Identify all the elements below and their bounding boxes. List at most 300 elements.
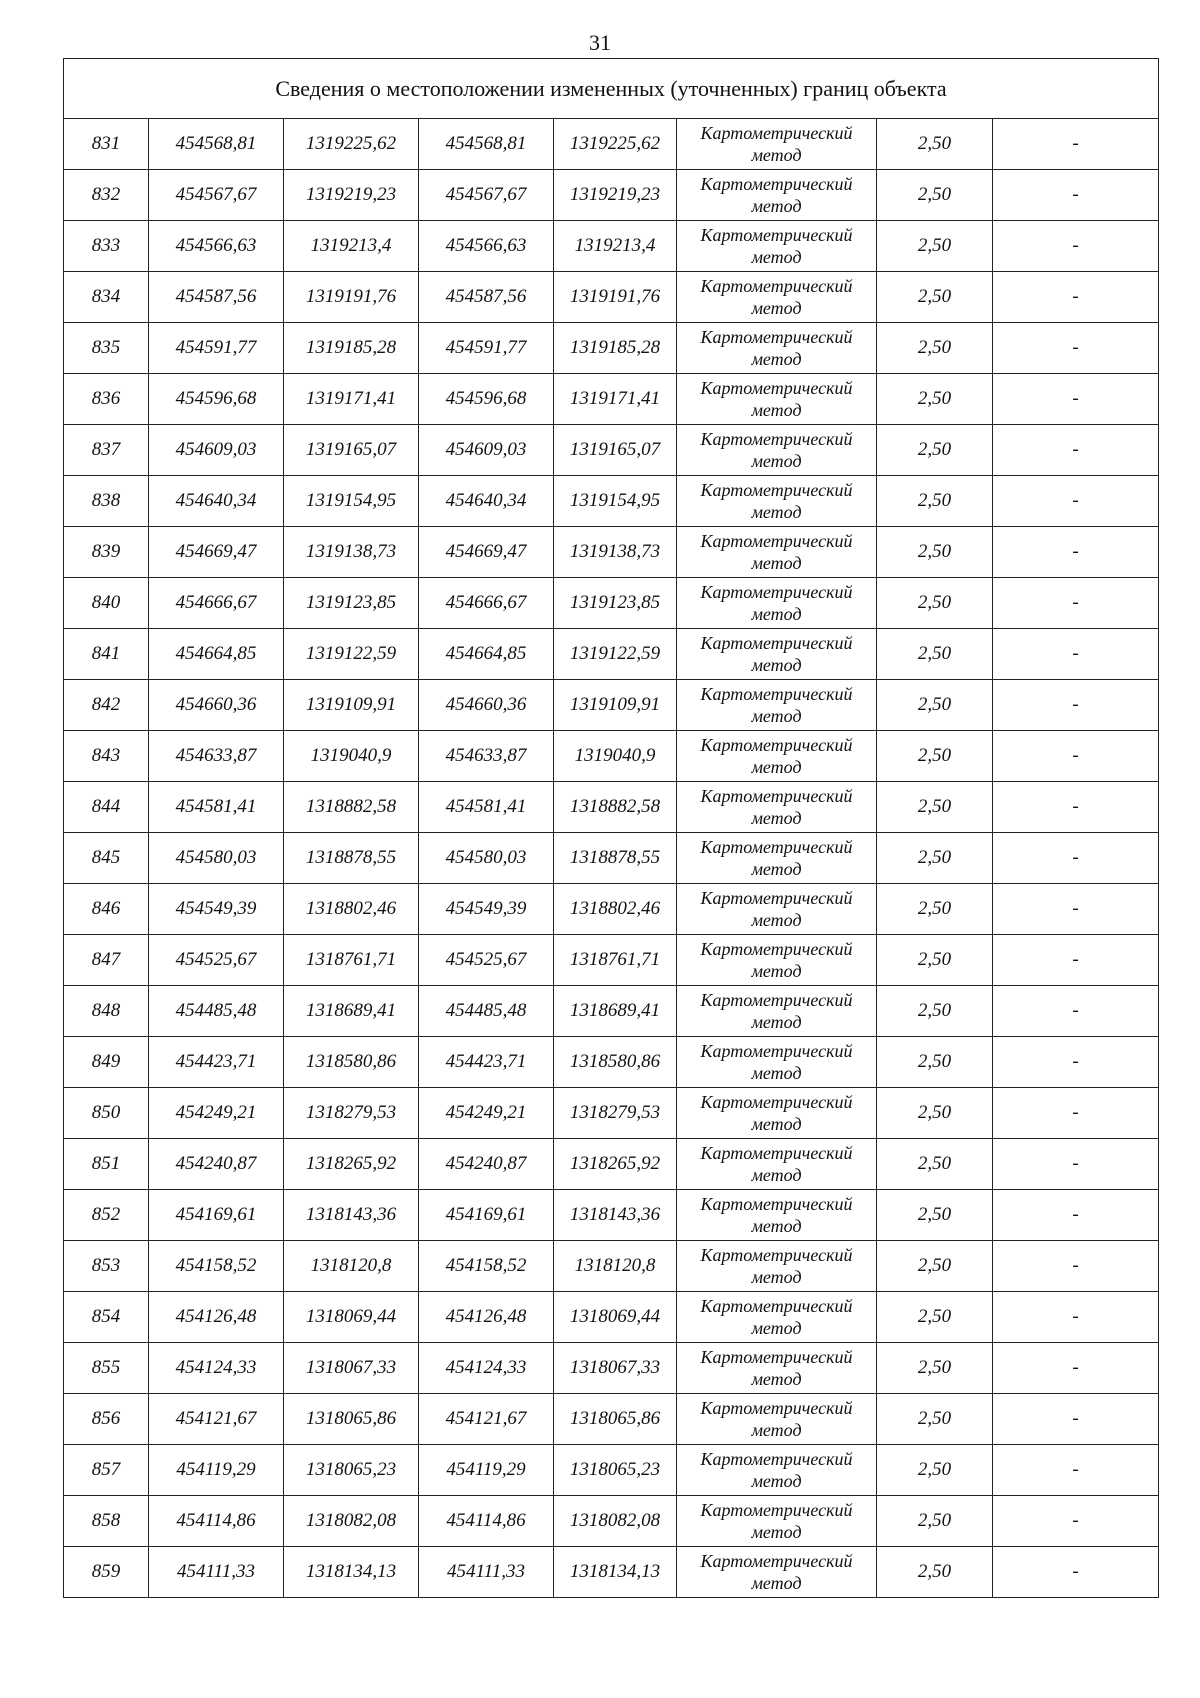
note-cell: - — [993, 476, 1159, 527]
accuracy-cell: 2,50 — [877, 629, 993, 680]
refined-y-cell: 1318082,08 — [554, 1496, 677, 1547]
method-line-2: метод — [751, 910, 802, 930]
existing-y-cell: 1318120,8 — [284, 1241, 419, 1292]
existing-x-cell: 454566,63 — [149, 221, 284, 272]
note-cell: - — [993, 170, 1159, 221]
refined-y-cell: 1318067,33 — [554, 1343, 677, 1394]
method-line-1: Картометрический — [700, 837, 853, 857]
method-cell — [677, 527, 877, 578]
existing-x-cell: 454249,21 — [149, 1088, 284, 1139]
refined-x-cell: 454240,87 — [419, 1139, 554, 1190]
method-line-1: Картометрический — [700, 174, 853, 194]
refined-x-cell: 454587,56 — [419, 272, 554, 323]
note-cell: - — [993, 1394, 1159, 1445]
method-cell — [677, 1343, 877, 1394]
point-number-cell: 847 — [64, 935, 149, 986]
method-cell — [677, 731, 877, 782]
method-cell — [677, 782, 877, 833]
refined-x-cell: 454485,48 — [419, 986, 554, 1037]
method-line-2: метод — [751, 706, 802, 726]
refined-x-cell: 454549,39 — [419, 884, 554, 935]
refined-y-cell: 1318802,46 — [554, 884, 677, 935]
refined-x-cell: 454114,86 — [419, 1496, 554, 1547]
table-row — [64, 1445, 1159, 1496]
point-number-cell: 855 — [64, 1343, 149, 1394]
existing-x-cell: 454580,03 — [149, 833, 284, 884]
table-row — [64, 476, 1159, 527]
existing-x-cell: 454596,68 — [149, 374, 284, 425]
point-number-cell: 836 — [64, 374, 149, 425]
method-line-1: Картометрический — [700, 1245, 853, 1265]
refined-x-cell: 454124,33 — [419, 1343, 554, 1394]
method-line-2: метод — [751, 1165, 802, 1185]
method-line-1: Картометрический — [700, 990, 853, 1010]
accuracy-cell: 2,50 — [877, 272, 993, 323]
table-row — [64, 1139, 1159, 1190]
note-cell: - — [993, 272, 1159, 323]
method-line-2: метод — [751, 1420, 802, 1440]
refined-y-cell: 1318882,58 — [554, 782, 677, 833]
existing-y-cell: 1318065,23 — [284, 1445, 419, 1496]
table-row — [64, 935, 1159, 986]
existing-y-cell: 1318689,41 — [284, 986, 419, 1037]
point-number-cell: 859 — [64, 1547, 149, 1598]
method-line-2: метод — [751, 961, 802, 981]
method-line-2: метод — [751, 1369, 802, 1389]
refined-x-cell: 454111,33 — [419, 1547, 554, 1598]
note-cell: - — [993, 1190, 1159, 1241]
existing-y-cell: 1319138,73 — [284, 527, 419, 578]
method-cell — [677, 170, 877, 221]
refined-y-cell: 1318065,86 — [554, 1394, 677, 1445]
method-cell — [677, 1394, 877, 1445]
existing-x-cell: 454119,29 — [149, 1445, 284, 1496]
table-row — [64, 425, 1159, 476]
existing-y-cell: 1318134,13 — [284, 1547, 419, 1598]
refined-y-cell: 1318143,36 — [554, 1190, 677, 1241]
accuracy-cell: 2,50 — [877, 782, 993, 833]
point-number-cell: 838 — [64, 476, 149, 527]
method-cell — [677, 680, 877, 731]
note-cell: - — [993, 1547, 1159, 1598]
point-number-cell: 856 — [64, 1394, 149, 1445]
refined-x-cell: 454596,68 — [419, 374, 554, 425]
table-row — [64, 884, 1159, 935]
table-row — [64, 374, 1159, 425]
table-row — [64, 986, 1159, 1037]
method-line-2: метод — [751, 196, 802, 216]
method-line-1: Картометрический — [700, 1041, 853, 1061]
note-cell: - — [993, 1241, 1159, 1292]
point-number-cell: 831 — [64, 119, 149, 170]
method-line-2: метод — [751, 247, 802, 267]
method-line-2: метод — [751, 298, 802, 318]
table-row — [64, 527, 1159, 578]
refined-y-cell: 1319213,4 — [554, 221, 677, 272]
table-row — [64, 629, 1159, 680]
method-line-2: метод — [751, 1216, 802, 1236]
accuracy-cell: 2,50 — [877, 323, 993, 374]
accuracy-cell: 2,50 — [877, 425, 993, 476]
method-line-1: Картометрический — [700, 1194, 853, 1214]
method-line-2: метод — [751, 655, 802, 675]
existing-y-cell: 1318067,33 — [284, 1343, 419, 1394]
existing-x-cell: 454485,48 — [149, 986, 284, 1037]
existing-y-cell: 1319185,28 — [284, 323, 419, 374]
existing-y-cell: 1319040,9 — [284, 731, 419, 782]
accuracy-cell: 2,50 — [877, 731, 993, 782]
refined-x-cell: 454121,67 — [419, 1394, 554, 1445]
note-cell: - — [993, 833, 1159, 884]
note-cell: - — [993, 1088, 1159, 1139]
refined-y-cell: 1319165,07 — [554, 425, 677, 476]
existing-x-cell: 454567,67 — [149, 170, 284, 221]
method-line-2: метод — [751, 553, 802, 573]
method-cell — [677, 476, 877, 527]
note-cell: - — [993, 1037, 1159, 1088]
refined-y-cell: 1319225,62 — [554, 119, 677, 170]
method-line-1: Картометрический — [700, 531, 853, 551]
refined-x-cell: 454666,67 — [419, 578, 554, 629]
refined-x-cell: 454169,61 — [419, 1190, 554, 1241]
method-line-2: метод — [751, 1012, 802, 1032]
method-line-2: метод — [751, 502, 802, 522]
existing-y-cell: 1319171,41 — [284, 374, 419, 425]
table-row — [64, 1292, 1159, 1343]
method-line-2: метод — [751, 1318, 802, 1338]
refined-x-cell: 454126,48 — [419, 1292, 554, 1343]
method-cell — [677, 1088, 877, 1139]
point-number-cell: 833 — [64, 221, 149, 272]
note-cell: - — [993, 1343, 1159, 1394]
method-cell — [677, 425, 877, 476]
table-row — [64, 1394, 1159, 1445]
method-cell — [677, 1037, 877, 1088]
existing-x-cell: 454525,67 — [149, 935, 284, 986]
refined-y-cell: 1318065,23 — [554, 1445, 677, 1496]
existing-x-cell: 454549,39 — [149, 884, 284, 935]
existing-x-cell: 454126,48 — [149, 1292, 284, 1343]
existing-y-cell: 1319213,4 — [284, 221, 419, 272]
method-cell — [677, 986, 877, 1037]
existing-y-cell: 1318143,36 — [284, 1190, 419, 1241]
note-cell: - — [993, 935, 1159, 986]
method-line-1: Картометрический — [700, 786, 853, 806]
existing-y-cell: 1318878,55 — [284, 833, 419, 884]
refined-x-cell: 454525,67 — [419, 935, 554, 986]
method-line-1: Картометрический — [700, 888, 853, 908]
method-cell — [677, 1292, 877, 1343]
method-line-1: Картометрический — [700, 327, 853, 347]
method-cell — [677, 578, 877, 629]
refined-y-cell: 1319171,41 — [554, 374, 677, 425]
method-cell — [677, 374, 877, 425]
existing-y-cell: 1318882,58 — [284, 782, 419, 833]
method-line-1: Картометрический — [700, 1449, 853, 1469]
refined-y-cell: 1318134,13 — [554, 1547, 677, 1598]
point-number-cell: 835 — [64, 323, 149, 374]
method-line-1: Картометрический — [700, 1143, 853, 1163]
refined-y-cell: 1319154,95 — [554, 476, 677, 527]
point-number-cell: 850 — [64, 1088, 149, 1139]
note-cell: - — [993, 782, 1159, 833]
accuracy-cell: 2,50 — [877, 986, 993, 1037]
note-cell: - — [993, 221, 1159, 272]
method-line-1: Картометрический — [700, 633, 853, 653]
accuracy-cell: 2,50 — [877, 578, 993, 629]
refined-x-cell: 454669,47 — [419, 527, 554, 578]
table-row — [64, 1343, 1159, 1394]
method-line-1: Картометрический — [700, 276, 853, 296]
method-line-2: метод — [751, 859, 802, 879]
existing-y-cell: 1319123,85 — [284, 578, 419, 629]
table-row — [64, 1088, 1159, 1139]
point-number-cell: 852 — [64, 1190, 149, 1241]
refined-x-cell: 454566,63 — [419, 221, 554, 272]
point-number-cell: 842 — [64, 680, 149, 731]
accuracy-cell: 2,50 — [877, 1088, 993, 1139]
point-number-cell: 854 — [64, 1292, 149, 1343]
existing-x-cell: 454660,36 — [149, 680, 284, 731]
accuracy-cell: 2,50 — [877, 374, 993, 425]
method-line-1: Картометрический — [700, 480, 853, 500]
refined-y-cell: 1318265,92 — [554, 1139, 677, 1190]
accuracy-cell: 2,50 — [877, 221, 993, 272]
refined-y-cell: 1318120,8 — [554, 1241, 677, 1292]
point-number-cell: 853 — [64, 1241, 149, 1292]
page-number: 31 — [589, 30, 611, 55]
table-caption-row — [64, 59, 1159, 119]
method-cell — [677, 221, 877, 272]
existing-y-cell: 1318082,08 — [284, 1496, 419, 1547]
note-cell: - — [993, 1496, 1159, 1547]
method-cell — [677, 1445, 877, 1496]
table-row — [64, 1547, 1159, 1598]
refined-x-cell: 454640,34 — [419, 476, 554, 527]
existing-x-cell: 454121,67 — [149, 1394, 284, 1445]
existing-x-cell: 454587,56 — [149, 272, 284, 323]
point-number-cell: 858 — [64, 1496, 149, 1547]
existing-y-cell: 1319219,23 — [284, 170, 419, 221]
refined-y-cell: 1318878,55 — [554, 833, 677, 884]
method-cell — [677, 119, 877, 170]
existing-x-cell: 454114,86 — [149, 1496, 284, 1547]
existing-x-cell: 454669,47 — [149, 527, 284, 578]
existing-y-cell: 1318069,44 — [284, 1292, 419, 1343]
note-cell: - — [993, 578, 1159, 629]
method-line-2: метод — [751, 451, 802, 471]
refined-y-cell: 1319191,76 — [554, 272, 677, 323]
table-row — [64, 578, 1159, 629]
note-cell: - — [993, 425, 1159, 476]
refined-y-cell: 1318069,44 — [554, 1292, 677, 1343]
method-line-1: Картометрический — [700, 684, 853, 704]
refined-x-cell: 454567,67 — [419, 170, 554, 221]
refined-x-cell: 454119,29 — [419, 1445, 554, 1496]
accuracy-cell: 2,50 — [877, 1190, 993, 1241]
refined-y-cell: 1319109,91 — [554, 680, 677, 731]
accuracy-cell: 2,50 — [877, 1241, 993, 1292]
point-number-cell: 845 — [64, 833, 149, 884]
method-line-1: Картометрический — [700, 1347, 853, 1367]
table-row — [64, 1496, 1159, 1547]
existing-y-cell: 1319122,59 — [284, 629, 419, 680]
accuracy-cell: 2,50 — [877, 884, 993, 935]
method-cell — [677, 323, 877, 374]
accuracy-cell: 2,50 — [877, 1292, 993, 1343]
existing-y-cell: 1318265,92 — [284, 1139, 419, 1190]
note-cell: - — [993, 1139, 1159, 1190]
table-row — [64, 119, 1159, 170]
method-line-1: Картометрический — [700, 378, 853, 398]
refined-x-cell: 454568,81 — [419, 119, 554, 170]
existing-x-cell: 454581,41 — [149, 782, 284, 833]
refined-x-cell: 454633,87 — [419, 731, 554, 782]
point-number-cell: 857 — [64, 1445, 149, 1496]
table-row — [64, 1190, 1159, 1241]
method-cell — [677, 1190, 877, 1241]
refined-x-cell: 454158,52 — [419, 1241, 554, 1292]
existing-x-cell: 454633,87 — [149, 731, 284, 782]
method-line-2: метод — [751, 1522, 802, 1542]
table-row — [64, 680, 1159, 731]
existing-x-cell: 454640,34 — [149, 476, 284, 527]
refined-x-cell: 454609,03 — [419, 425, 554, 476]
method-cell — [677, 935, 877, 986]
refined-x-cell: 454660,36 — [419, 680, 554, 731]
existing-x-cell: 454158,52 — [149, 1241, 284, 1292]
method-cell — [677, 1241, 877, 1292]
accuracy-cell: 2,50 — [877, 833, 993, 884]
accuracy-cell: 2,50 — [877, 476, 993, 527]
table-row — [64, 1241, 1159, 1292]
refined-y-cell: 1319122,59 — [554, 629, 677, 680]
existing-y-cell: 1319165,07 — [284, 425, 419, 476]
refined-y-cell: 1319185,28 — [554, 323, 677, 374]
existing-y-cell: 1319109,91 — [284, 680, 419, 731]
refined-x-cell: 454581,41 — [419, 782, 554, 833]
point-number-cell: 834 — [64, 272, 149, 323]
point-number-cell: 837 — [64, 425, 149, 476]
method-line-2: метод — [751, 1114, 802, 1134]
existing-x-cell: 454240,87 — [149, 1139, 284, 1190]
existing-x-cell: 454666,67 — [149, 578, 284, 629]
method-line-2: метод — [751, 1063, 802, 1083]
boundary-coordinates-table — [63, 58, 1159, 1598]
method-line-2: метод — [751, 808, 802, 828]
accuracy-cell: 2,50 — [877, 1394, 993, 1445]
method-line-2: метод — [751, 1267, 802, 1287]
existing-x-cell: 454169,61 — [149, 1190, 284, 1241]
table-row — [64, 272, 1159, 323]
existing-x-cell: 454591,77 — [149, 323, 284, 374]
method-line-1: Картометрический — [700, 582, 853, 602]
method-line-1: Картометрический — [700, 429, 853, 449]
refined-x-cell: 454423,71 — [419, 1037, 554, 1088]
existing-y-cell: 1319225,62 — [284, 119, 419, 170]
refined-x-cell: 454580,03 — [419, 833, 554, 884]
method-line-1: Картометрический — [700, 1296, 853, 1316]
existing-x-cell: 454568,81 — [149, 119, 284, 170]
existing-y-cell: 1319191,76 — [284, 272, 419, 323]
method-line-1: Картометрический — [700, 1092, 853, 1112]
refined-y-cell: 1318761,71 — [554, 935, 677, 986]
refined-y-cell: 1319138,73 — [554, 527, 677, 578]
method-cell — [677, 272, 877, 323]
point-number-cell: 849 — [64, 1037, 149, 1088]
method-line-1: Картометрический — [700, 123, 853, 143]
method-cell — [677, 629, 877, 680]
refined-y-cell: 1319219,23 — [554, 170, 677, 221]
note-cell: - — [993, 527, 1159, 578]
note-cell: - — [993, 1292, 1159, 1343]
method-line-1: Картометрический — [700, 225, 853, 245]
method-cell — [677, 833, 877, 884]
method-cell — [677, 1547, 877, 1598]
existing-y-cell: 1318580,86 — [284, 1037, 419, 1088]
accuracy-cell: 2,50 — [877, 119, 993, 170]
table-row — [64, 833, 1159, 884]
point-number-cell: 832 — [64, 170, 149, 221]
accuracy-cell: 2,50 — [877, 527, 993, 578]
method-cell — [677, 1496, 877, 1547]
method-line-1: Картометрический — [700, 1398, 853, 1418]
accuracy-cell: 2,50 — [877, 1445, 993, 1496]
refined-y-cell: 1318689,41 — [554, 986, 677, 1037]
note-cell: - — [993, 884, 1159, 935]
table-caption: Сведения о местоположении измененных (уточненных) границ объекта — [64, 59, 1159, 119]
refined-y-cell: 1318279,53 — [554, 1088, 677, 1139]
method-line-2: метод — [751, 349, 802, 369]
existing-x-cell: 454609,03 — [149, 425, 284, 476]
refined-x-cell: 454249,21 — [419, 1088, 554, 1139]
accuracy-cell: 2,50 — [877, 1343, 993, 1394]
method-line-2: метод — [751, 145, 802, 165]
refined-y-cell: 1319040,9 — [554, 731, 677, 782]
accuracy-cell: 2,50 — [877, 680, 993, 731]
existing-x-cell: 454664,85 — [149, 629, 284, 680]
existing-x-cell: 454111,33 — [149, 1547, 284, 1598]
existing-y-cell: 1319154,95 — [284, 476, 419, 527]
accuracy-cell: 2,50 — [877, 1037, 993, 1088]
method-line-2: метод — [751, 400, 802, 420]
note-cell: - — [993, 986, 1159, 1037]
point-number-cell: 843 — [64, 731, 149, 782]
accuracy-cell: 2,50 — [877, 1547, 993, 1598]
existing-x-cell: 454423,71 — [149, 1037, 284, 1088]
point-number-cell: 839 — [64, 527, 149, 578]
method-line-2: метод — [751, 604, 802, 624]
existing-y-cell: 1318802,46 — [284, 884, 419, 935]
point-number-cell: 840 — [64, 578, 149, 629]
table-row — [64, 731, 1159, 782]
method-line-2: метод — [751, 757, 802, 777]
note-cell: - — [993, 119, 1159, 170]
table-row — [64, 323, 1159, 374]
refined-y-cell: 1318580,86 — [554, 1037, 677, 1088]
table-row — [64, 170, 1159, 221]
note-cell: - — [993, 374, 1159, 425]
method-line-2: метод — [751, 1471, 802, 1491]
existing-y-cell: 1318065,86 — [284, 1394, 419, 1445]
note-cell: - — [993, 629, 1159, 680]
accuracy-cell: 2,50 — [877, 1496, 993, 1547]
refined-y-cell: 1319123,85 — [554, 578, 677, 629]
method-line-2: метод — [751, 1573, 802, 1593]
point-number-cell: 841 — [64, 629, 149, 680]
existing-y-cell: 1318761,71 — [284, 935, 419, 986]
existing-x-cell: 454124,33 — [149, 1343, 284, 1394]
